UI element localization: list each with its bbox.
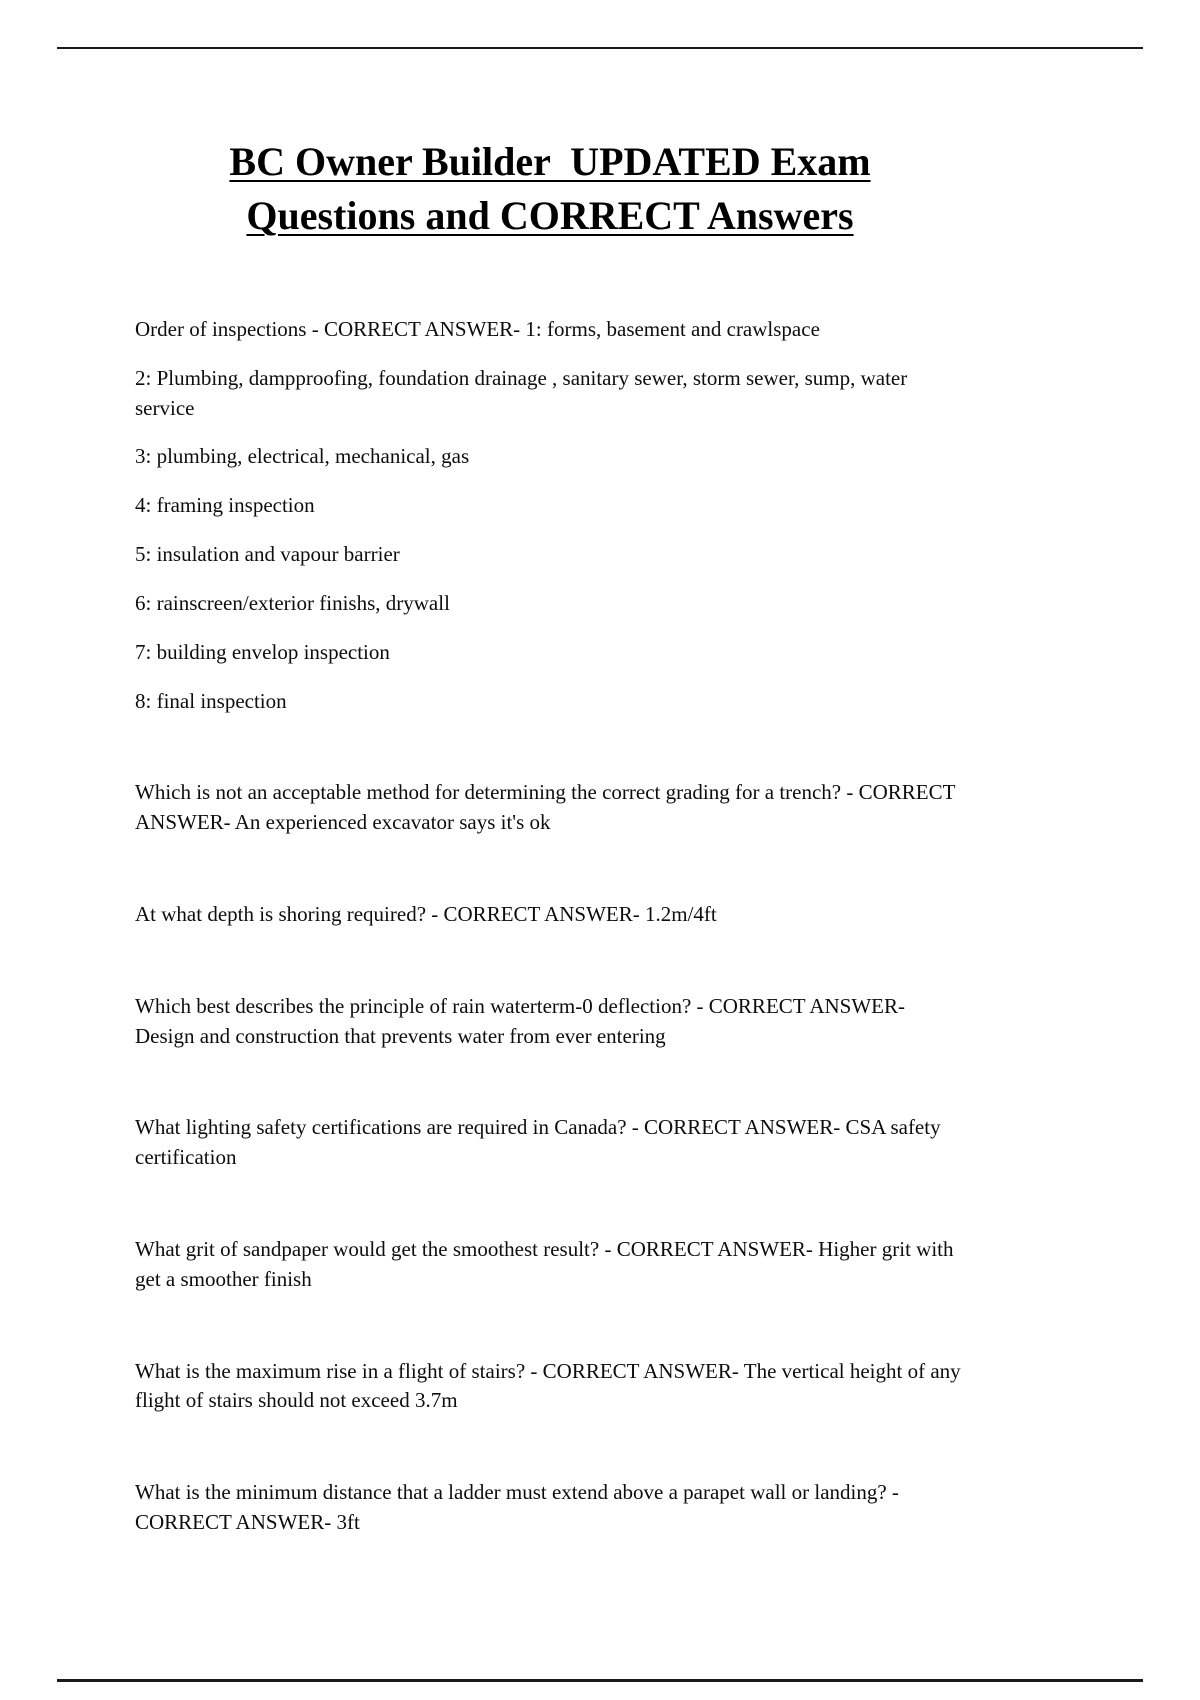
qa-paragraph: At what depth is shoring required? - CORRECT ANSWER- 1.2m/4ft bbox=[135, 901, 717, 926]
document-content bbox=[135, 0, 965, 1557]
page-title-line-1: BC Owner Builder UPDATED Exam bbox=[229, 139, 871, 184]
qa-paragraph: Which is not an acceptable method for determining the correct grading for a trench? - CORRECT ANSWER- An experienced excavator says it's ok bbox=[135, 780, 956, 835]
paragraph: 4: framing inspection bbox=[135, 493, 315, 518]
bottom-rule bbox=[57, 1679, 1143, 1682]
paragraph: 6: rainscreen/exterior finishs, drywall bbox=[135, 590, 450, 615]
paragraph: 3: plumbing, electrical, mechanical, gas bbox=[135, 444, 470, 469]
paragraph: 8: final inspection bbox=[135, 688, 287, 713]
qa-paragraph: What is the minimum distance that a ladder must extend above a parapet wall or landing? - CORRECT ANSWER- 3ft bbox=[135, 1480, 899, 1535]
qa-paragraph: What lighting safety certifications are required in Canada? - CORRECT ANSWER- CSA safety certification bbox=[135, 1115, 941, 1170]
paragraph: Order of inspections - CORRECT ANSWER- 1: forms, basement and crawlspace bbox=[135, 317, 820, 341]
paragraph: 5: insulation and vapour barrier bbox=[135, 542, 400, 567]
paragraph: 2: Plumbing, dampproofing, foundation drainage , sanitary sewer, storm sewer, sump, water service bbox=[135, 365, 908, 420]
page-title-line-2: Questions and CORRECT Answers bbox=[246, 193, 854, 238]
paragraph: 7: building envelop inspection bbox=[135, 639, 390, 664]
qa-paragraph: What is the maximum rise in a flight of stairs? - CORRECT ANSWER- The vertical height of any flight of stairs should not exceed 3.7m bbox=[135, 1358, 961, 1413]
qa-paragraph: What grit of sandpaper would get the smoothest result? - CORRECT ANSWER- Higher grit with get a smoother finish bbox=[135, 1237, 954, 1291]
qa-paragraph: Which best describes the principle of rain waterterm-0 deflection? - CORRECT ANSWER- Design and construction that prevents water from ever entering bbox=[135, 993, 905, 1048]
page-title bbox=[135, 135, 965, 243]
